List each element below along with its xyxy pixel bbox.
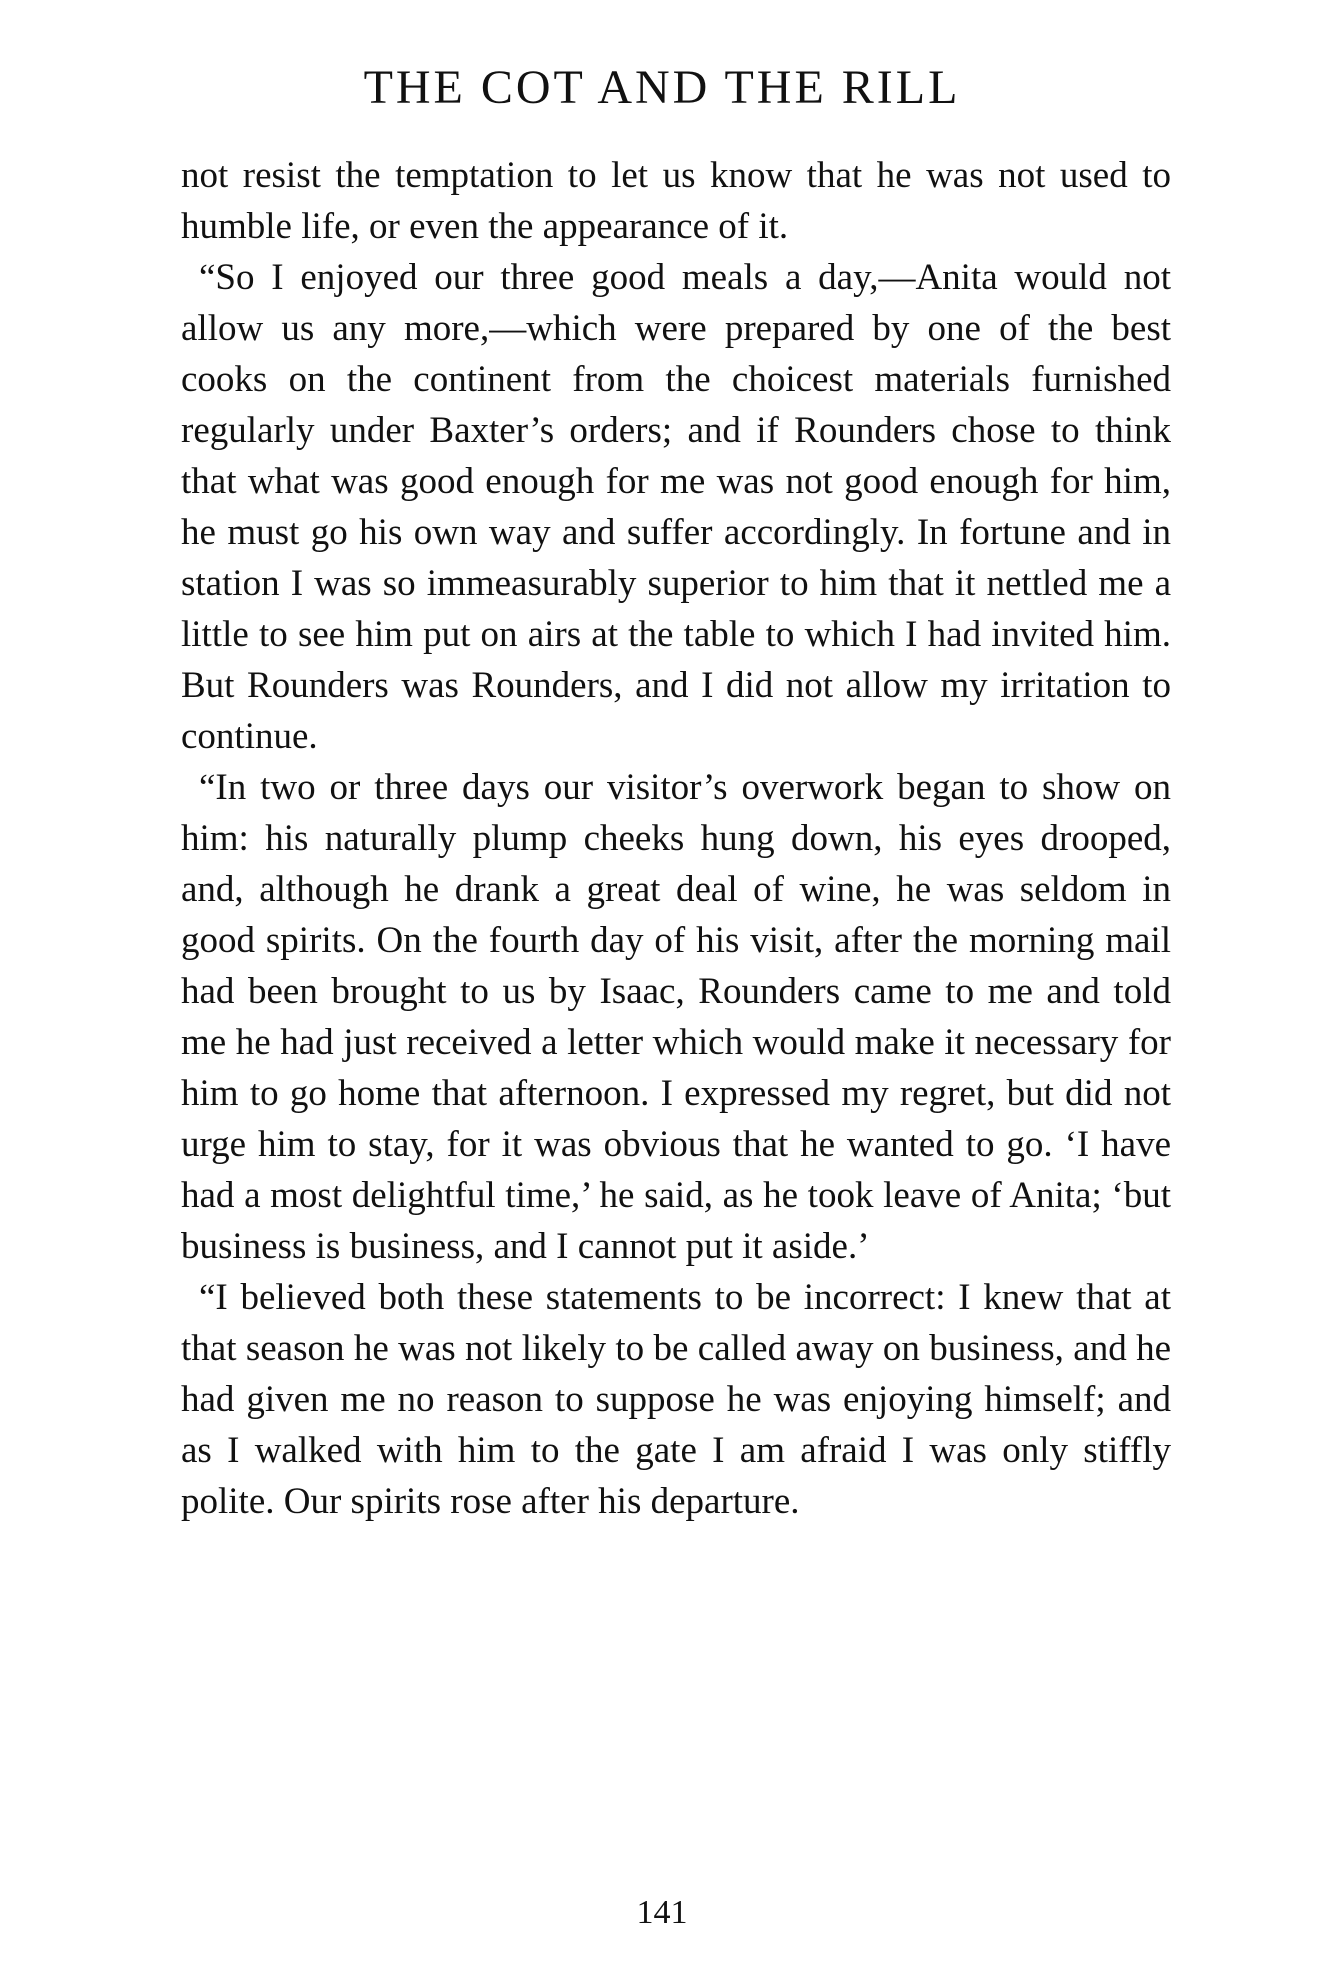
paragraph: “I believed both these statements to be incorrect: I knew that at that season he was not likely to be called away on business, and he had given me no reason to suppose he was enjoying himself; and as I walked with him to the gate I am afraid I was only stiffly polite. Our spirits rose after his departure. [181, 1277, 1171, 1522]
paragraph: “In two or three days our visitor’s overwork began to show on him: his naturally plump cheeks hung down, his eyes drooped, and, although he drank a great deal of wine, he was seldom in good spirits. On the fourth day of his visit, after the morning mail had been brought to us by Isaac, Rounders came to me and told me he had just received a letter which would make it necessary for him to go home that afternoon. I expressed my regret, but did not urge him to stay, for it was obvious that he wanted to go. ‘I have had a most delightful time,’ he said, as he took leave of Anita; ‘but business is business, and I cannot put it aside.’ [181, 767, 1171, 1267]
page-number: 141 [636, 1894, 688, 1931]
paragraph-continuation: not resist the temptation to let us know that he was not used to humble life, or even the appearance of it. [181, 155, 1171, 247]
body-text [181, 150, 1171, 1527]
running-head: THE COT AND THE RILL [363, 61, 961, 114]
paragraph: “So I enjoyed our three good meals a day,—Anita would not allow us any more,—which were prepared by one of the best cooks on the continent from the choicest materials furnished regularly under Baxter’s orders; and if Rounders chose to think that what was good enough for me was not good enough for him, he must go his own way and suffer accordingly. In fortune and in station I was so immeasurably superior to him that it nettled me a little to see him put on airs at the table to which I had invited him. But Rounders was Rounders, and I did not allow my irritation to continue. [181, 257, 1171, 757]
